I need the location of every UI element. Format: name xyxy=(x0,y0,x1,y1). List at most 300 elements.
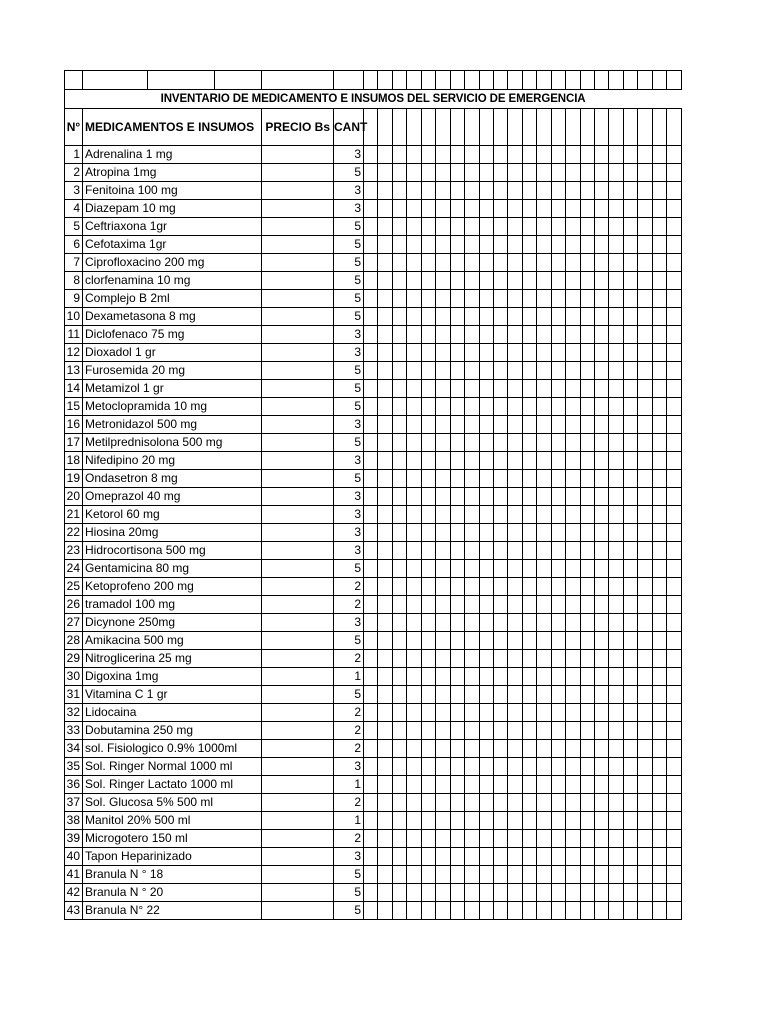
grid-cell xyxy=(652,560,666,578)
item-quantity: 5 xyxy=(334,236,364,254)
grid-cell xyxy=(667,758,681,776)
grid-cell xyxy=(508,290,522,308)
grid-cell xyxy=(479,254,493,272)
item-quantity: 3 xyxy=(334,506,364,524)
grid-cell xyxy=(378,164,392,182)
grid-cell xyxy=(667,272,681,290)
grid-cell xyxy=(652,416,666,434)
grid-cell xyxy=(436,416,450,434)
grid-cell xyxy=(450,542,464,560)
grid-cell xyxy=(465,218,479,236)
item-quantity: 3 xyxy=(334,614,364,632)
grid-cell xyxy=(465,164,479,182)
row-number: 6 xyxy=(65,236,83,254)
grid-cell xyxy=(493,596,507,614)
grid-cell xyxy=(364,614,378,632)
grid-cell xyxy=(623,866,637,884)
grid-cell xyxy=(638,596,652,614)
grid-cell xyxy=(436,902,450,920)
grid-cell xyxy=(364,182,378,200)
grid-cell xyxy=(522,668,536,686)
item-quantity: 3 xyxy=(334,848,364,866)
grid-cell xyxy=(436,560,450,578)
grid-cell xyxy=(551,740,565,758)
grid-cell xyxy=(522,506,536,524)
grid-cell xyxy=(450,848,464,866)
item-name: Hidrocortisona 500 mg xyxy=(83,542,262,560)
price-cell xyxy=(262,884,334,902)
grid-cell xyxy=(609,578,623,596)
grid-cell xyxy=(667,362,681,380)
grid-cell xyxy=(450,686,464,704)
grid-cell xyxy=(667,740,681,758)
price-cell xyxy=(262,470,334,488)
grid-cell xyxy=(551,380,565,398)
grid-cell xyxy=(508,416,522,434)
table-row xyxy=(65,560,682,578)
grid-cell xyxy=(667,380,681,398)
grid-cell xyxy=(421,290,435,308)
grid-cell xyxy=(421,164,435,182)
grid-cell xyxy=(522,686,536,704)
grid-cell xyxy=(652,614,666,632)
grid-cell xyxy=(465,272,479,290)
grid-cell xyxy=(667,146,681,164)
grid-cell xyxy=(465,452,479,470)
grid-cell xyxy=(609,758,623,776)
grid-cell xyxy=(508,722,522,740)
grid-cell xyxy=(508,380,522,398)
grid-cell xyxy=(623,109,637,146)
item-name: Diazepam 10 mg xyxy=(83,200,262,218)
grid-cell xyxy=(623,164,637,182)
grid-cell xyxy=(364,434,378,452)
grid-cell xyxy=(479,236,493,254)
grid-cell xyxy=(407,794,421,812)
grid-cell xyxy=(364,416,378,434)
grid-cell xyxy=(667,812,681,830)
grid-cell xyxy=(364,560,378,578)
grid-cell xyxy=(595,740,609,758)
grid-cell xyxy=(465,416,479,434)
grid-cell xyxy=(392,830,406,848)
grid-cell xyxy=(479,71,493,90)
header-row xyxy=(65,109,682,146)
grid-cell xyxy=(421,506,435,524)
grid-cell xyxy=(436,542,450,560)
table-row xyxy=(65,272,682,290)
price-cell xyxy=(262,830,334,848)
grid-cell xyxy=(652,380,666,398)
grid-cell xyxy=(537,398,551,416)
grid-cell xyxy=(595,434,609,452)
grid-cell xyxy=(493,254,507,272)
item-name: Furosemida 20 mg xyxy=(83,362,262,380)
price-cell xyxy=(262,740,334,758)
grid-cell xyxy=(566,686,580,704)
grid-cell xyxy=(638,236,652,254)
item-name: Ciprofloxacino 200 mg xyxy=(83,254,262,272)
grid-cell xyxy=(392,740,406,758)
grid-cell xyxy=(421,182,435,200)
grid-cell xyxy=(508,668,522,686)
grid-cell xyxy=(537,182,551,200)
grid-cell xyxy=(450,470,464,488)
grid-cell xyxy=(667,686,681,704)
grid-cell xyxy=(609,398,623,416)
table-row xyxy=(65,848,682,866)
grid-cell xyxy=(378,416,392,434)
grid-cell xyxy=(364,866,378,884)
price-cell xyxy=(262,812,334,830)
table-row xyxy=(65,758,682,776)
grid-cell xyxy=(479,902,493,920)
grid-cell xyxy=(580,632,594,650)
item-quantity: 5 xyxy=(334,866,364,884)
grid-cell xyxy=(667,578,681,596)
grid-cell xyxy=(421,848,435,866)
grid-cell xyxy=(566,776,580,794)
grid-cell xyxy=(652,398,666,416)
grid-cell xyxy=(551,71,565,90)
grid-cell xyxy=(465,650,479,668)
grid-cell xyxy=(667,254,681,272)
grid-cell xyxy=(537,290,551,308)
item-name: Branula N ° 20 xyxy=(83,884,262,902)
item-quantity: 3 xyxy=(334,146,364,164)
grid-cell xyxy=(508,524,522,542)
grid-cell xyxy=(652,362,666,380)
grid-cell xyxy=(421,776,435,794)
grid-cell xyxy=(508,434,522,452)
grid-cell xyxy=(479,686,493,704)
row-number: 26 xyxy=(65,596,83,614)
grid-cell xyxy=(493,272,507,290)
row-number: 19 xyxy=(65,470,83,488)
grid-cell xyxy=(392,632,406,650)
grid-cell xyxy=(407,506,421,524)
grid-cell xyxy=(609,236,623,254)
grid-cell xyxy=(580,686,594,704)
table-row xyxy=(65,596,682,614)
grid-cell xyxy=(609,254,623,272)
row-number: 14 xyxy=(65,380,83,398)
item-name: Manitol 20% 500 ml xyxy=(83,812,262,830)
grid-cell xyxy=(609,524,623,542)
grid-cell xyxy=(522,722,536,740)
grid-cell xyxy=(580,236,594,254)
grid-cell xyxy=(436,362,450,380)
grid-cell xyxy=(493,812,507,830)
grid-cell xyxy=(407,578,421,596)
grid-cell xyxy=(537,740,551,758)
grid-cell xyxy=(566,506,580,524)
grid-cell xyxy=(638,686,652,704)
table-row xyxy=(65,326,682,344)
grid-cell xyxy=(580,884,594,902)
grid-cell xyxy=(508,326,522,344)
grid-cell xyxy=(421,272,435,290)
grid-cell xyxy=(378,722,392,740)
grid-cell xyxy=(378,200,392,218)
grid-cell xyxy=(392,506,406,524)
grid-cell xyxy=(364,326,378,344)
item-quantity: 2 xyxy=(334,650,364,668)
grid-cell xyxy=(623,218,637,236)
grid-cell xyxy=(493,614,507,632)
grid-cell xyxy=(436,164,450,182)
grid-cell xyxy=(580,218,594,236)
grid-cell xyxy=(566,704,580,722)
grid-cell xyxy=(407,614,421,632)
item-name: Sol. Glucosa 5% 500 ml xyxy=(83,794,262,812)
grid-cell xyxy=(421,596,435,614)
grid-cell xyxy=(595,164,609,182)
grid-cell xyxy=(465,254,479,272)
table-row xyxy=(65,200,682,218)
grid-cell xyxy=(566,272,580,290)
price-cell xyxy=(262,380,334,398)
grid-cell xyxy=(407,362,421,380)
grid-cell xyxy=(537,164,551,182)
grid-cell xyxy=(493,362,507,380)
grid-cell xyxy=(623,272,637,290)
grid-cell xyxy=(522,542,536,560)
grid-cell xyxy=(667,434,681,452)
row-number: 16 xyxy=(65,416,83,434)
table-row xyxy=(65,506,682,524)
item-quantity: 3 xyxy=(334,326,364,344)
item-quantity: 3 xyxy=(334,488,364,506)
grid-cell xyxy=(551,884,565,902)
table-row xyxy=(65,308,682,326)
grid-cell xyxy=(595,109,609,146)
item-name: Ondasetron 8 mg xyxy=(83,470,262,488)
price-cell xyxy=(262,452,334,470)
grid-cell xyxy=(421,614,435,632)
grid-cell xyxy=(595,380,609,398)
grid-cell xyxy=(667,830,681,848)
grid-cell xyxy=(479,578,493,596)
grid-cell xyxy=(378,218,392,236)
grid-cell xyxy=(638,470,652,488)
grid-cell xyxy=(595,848,609,866)
grid-cell xyxy=(436,578,450,596)
grid-cell xyxy=(392,848,406,866)
grid-cell xyxy=(493,650,507,668)
grid-cell xyxy=(623,722,637,740)
price-cell xyxy=(262,416,334,434)
grid-cell xyxy=(522,218,536,236)
grid-cell xyxy=(378,182,392,200)
grid-cell xyxy=(566,308,580,326)
grid-cell xyxy=(493,182,507,200)
grid-cell xyxy=(522,902,536,920)
price-cell xyxy=(262,668,334,686)
grid-cell xyxy=(595,722,609,740)
price-cell xyxy=(262,596,334,614)
grid-cell xyxy=(566,740,580,758)
grid-cell xyxy=(667,416,681,434)
grid-cell xyxy=(364,398,378,416)
grid-cell xyxy=(479,380,493,398)
grid-cell xyxy=(623,200,637,218)
grid-cell xyxy=(364,290,378,308)
grid-cell xyxy=(551,506,565,524)
item-quantity: 3 xyxy=(334,758,364,776)
grid-cell xyxy=(595,812,609,830)
grid-cell xyxy=(566,146,580,164)
grid-cell xyxy=(407,326,421,344)
item-quantity: 3 xyxy=(334,524,364,542)
table-row xyxy=(65,776,682,794)
grid-cell xyxy=(595,254,609,272)
grid-cell xyxy=(551,326,565,344)
grid-cell xyxy=(609,722,623,740)
grid-cell xyxy=(378,740,392,758)
grid-cell xyxy=(551,704,565,722)
grid-cell xyxy=(595,560,609,578)
grid-cell xyxy=(638,164,652,182)
grid-cell xyxy=(609,812,623,830)
grid-cell xyxy=(623,362,637,380)
grid-cell xyxy=(667,704,681,722)
grid-cell xyxy=(421,866,435,884)
grid-cell xyxy=(537,71,551,90)
grid-cell xyxy=(493,722,507,740)
grid-cell xyxy=(378,794,392,812)
grid-cell xyxy=(378,614,392,632)
grid-cell xyxy=(378,596,392,614)
row-number: 27 xyxy=(65,614,83,632)
grid-cell xyxy=(392,902,406,920)
grid-cell xyxy=(450,524,464,542)
item-quantity: 5 xyxy=(334,164,364,182)
grid-cell xyxy=(493,290,507,308)
grid-cell xyxy=(465,506,479,524)
grid-cell xyxy=(436,722,450,740)
grid-cell xyxy=(421,650,435,668)
grid-cell xyxy=(436,614,450,632)
grid-cell xyxy=(465,362,479,380)
row-number: 28 xyxy=(65,632,83,650)
grid-cell xyxy=(580,109,594,146)
grid-cell xyxy=(421,902,435,920)
grid-cell xyxy=(595,506,609,524)
grid-cell xyxy=(638,902,652,920)
grid-cell xyxy=(638,308,652,326)
grid-cell xyxy=(421,416,435,434)
grid-cell xyxy=(667,884,681,902)
grid-cell xyxy=(364,704,378,722)
row-number: 29 xyxy=(65,650,83,668)
grid-cell xyxy=(465,470,479,488)
grid-cell xyxy=(667,596,681,614)
item-quantity: 5 xyxy=(334,272,364,290)
grid-cell xyxy=(566,578,580,596)
grid-cell xyxy=(580,272,594,290)
item-quantity: 3 xyxy=(334,416,364,434)
grid-cell xyxy=(537,326,551,344)
grid-cell xyxy=(392,758,406,776)
grid-cell xyxy=(595,416,609,434)
grid-cell xyxy=(378,308,392,326)
grid-cell xyxy=(580,524,594,542)
grid-cell xyxy=(566,524,580,542)
grid-cell xyxy=(638,326,652,344)
grid-cell xyxy=(623,71,637,90)
grid-cell xyxy=(537,452,551,470)
grid-cell xyxy=(364,848,378,866)
grid-cell xyxy=(580,740,594,758)
grid-cell xyxy=(551,650,565,668)
grid-cell xyxy=(421,758,435,776)
price-cell xyxy=(262,362,334,380)
grid-cell xyxy=(566,758,580,776)
grid-cell xyxy=(551,452,565,470)
grid-cell xyxy=(638,776,652,794)
grid-cell xyxy=(566,884,580,902)
grid-cell xyxy=(623,686,637,704)
item-name: Ketoprofeno 200 mg xyxy=(83,578,262,596)
grid-cell xyxy=(537,596,551,614)
grid-cell xyxy=(493,218,507,236)
grid-cell xyxy=(537,254,551,272)
grid-cell xyxy=(609,650,623,668)
grid-cell xyxy=(450,452,464,470)
grid-cell xyxy=(537,794,551,812)
grid-cell xyxy=(667,308,681,326)
grid-cell xyxy=(436,794,450,812)
grid-cell xyxy=(623,614,637,632)
grid-cell xyxy=(421,71,435,90)
grid-cell xyxy=(479,524,493,542)
grid-cell xyxy=(493,668,507,686)
grid-cell xyxy=(392,254,406,272)
grid-cell xyxy=(436,236,450,254)
grid-cell xyxy=(407,71,421,90)
grid-cell xyxy=(479,218,493,236)
grid-cell xyxy=(436,434,450,452)
grid-cell xyxy=(595,344,609,362)
grid-cell xyxy=(652,218,666,236)
grid-cell xyxy=(537,632,551,650)
grid-cell xyxy=(537,560,551,578)
grid-cell xyxy=(638,488,652,506)
grid-cell xyxy=(465,830,479,848)
grid-cell xyxy=(508,362,522,380)
grid-cell xyxy=(551,416,565,434)
grid-cell xyxy=(566,848,580,866)
grid-cell xyxy=(595,632,609,650)
price-cell xyxy=(262,290,334,308)
grid-cell xyxy=(667,470,681,488)
item-name: Sol. Ringer Lactato 1000 ml xyxy=(83,776,262,794)
grid-cell xyxy=(652,506,666,524)
grid-cell xyxy=(522,524,536,542)
grid-cell xyxy=(638,200,652,218)
grid-cell xyxy=(407,524,421,542)
grid-cell xyxy=(566,470,580,488)
table-row xyxy=(65,344,682,362)
grid-cell xyxy=(522,200,536,218)
grid-cell xyxy=(465,848,479,866)
grid-cell xyxy=(493,236,507,254)
price-cell xyxy=(262,722,334,740)
grid-cell xyxy=(652,740,666,758)
item-name: Microgotero 150 ml xyxy=(83,830,262,848)
grid-cell xyxy=(378,398,392,416)
